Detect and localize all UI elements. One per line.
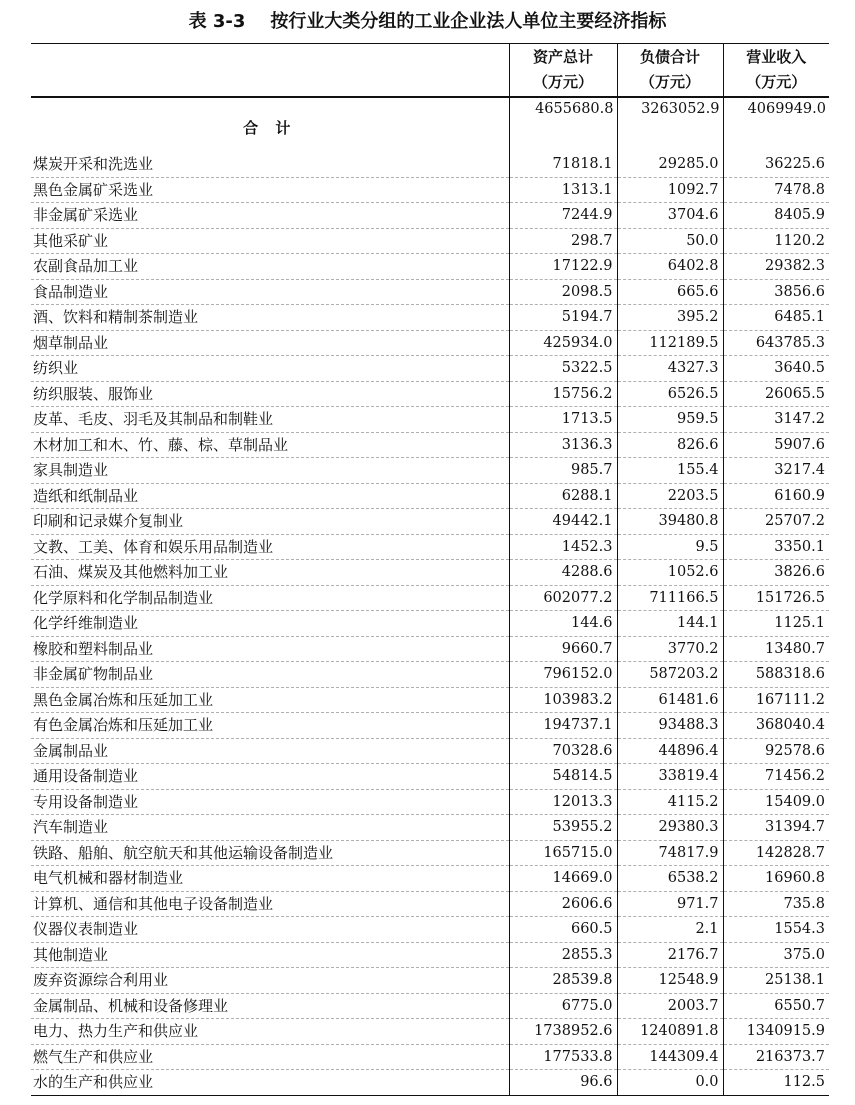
- liabilities-value: 959.5: [617, 407, 723, 433]
- industry-label: 印刷和记录媒介复制业: [31, 509, 509, 535]
- table-row: [31, 458, 829, 484]
- assets-value: 15756.2: [509, 381, 617, 407]
- header-revenue-name: 营业收入: [746, 48, 807, 66]
- assets-value: 985.7: [509, 458, 617, 484]
- industry-label: 其他制造业: [31, 942, 509, 968]
- table-row: [31, 407, 829, 433]
- industry-label: 黑色金属矿采选业: [31, 177, 509, 203]
- industry-label: 皮革、毛皮、羽毛及其制品和制鞋业: [31, 407, 509, 433]
- header-assets-name: 资产总计: [532, 48, 593, 66]
- assets-value: 12013.3: [509, 789, 617, 815]
- revenue-value: 8405.9: [723, 203, 829, 229]
- revenue-value: 29382.3: [723, 254, 829, 280]
- liabilities-value: 33819.4: [617, 764, 723, 790]
- industry-label: 燃气生产和供应业: [31, 1044, 509, 1070]
- revenue-value: 3350.1: [723, 534, 829, 560]
- table-row: [31, 305, 829, 331]
- industry-label: 木材加工和木、竹、藤、棕、草制品业: [31, 432, 509, 458]
- revenue-value: 6160.9: [723, 483, 829, 509]
- industry-label: 家具制造业: [31, 458, 509, 484]
- assets-value: 1313.1: [509, 177, 617, 203]
- table-row: [31, 968, 829, 994]
- liabilities-value: 2176.7: [617, 942, 723, 968]
- table-row: [31, 279, 829, 305]
- table-row: [31, 509, 829, 535]
- industry-label: 其他采矿业: [31, 228, 509, 254]
- revenue-value: 15409.0: [723, 789, 829, 815]
- industry-label: 电力、热力生产和供应业: [31, 1019, 509, 1045]
- liabilities-value: 93488.3: [617, 713, 723, 739]
- liabilities-value: 826.6: [617, 432, 723, 458]
- industry-label: 造纸和纸制品业: [31, 483, 509, 509]
- liabilities-value: 112189.5: [617, 330, 723, 356]
- assets-value: 70328.6: [509, 738, 617, 764]
- liabilities-value: 2003.7: [617, 993, 723, 1019]
- industry-label: 电气机械和器材制造业: [31, 866, 509, 892]
- table-title: 表 3-3 按行业大类分组的工业企业法人单位主要经济指标: [188, 11, 667, 32]
- table-row: [31, 687, 829, 713]
- industry-label: 水的生产和供应业: [31, 1070, 509, 1096]
- table-row: [31, 917, 829, 943]
- revenue-value: 3856.6: [723, 279, 829, 305]
- assets-value: 796152.0: [509, 662, 617, 688]
- assets-value: 96.6: [509, 1070, 617, 1096]
- table-row: [31, 1019, 829, 1045]
- header-blank-cell: [31, 44, 509, 98]
- assets-value: 298.7: [509, 228, 617, 254]
- liabilities-value: 6402.8: [617, 254, 723, 280]
- assets-value: 5322.5: [509, 356, 617, 382]
- industry-label: 农副食品加工业: [31, 254, 509, 280]
- assets-value: 2098.5: [509, 279, 617, 305]
- table-row: [31, 840, 829, 866]
- table-row: [31, 254, 829, 280]
- industry-label: 烟草制品业: [31, 330, 509, 356]
- liabilities-value: 587203.2: [617, 662, 723, 688]
- table-row: [31, 1070, 829, 1096]
- table-row: [31, 713, 829, 739]
- assets-value: 6775.0: [509, 993, 617, 1019]
- liabilities-value: 1240891.8: [617, 1019, 723, 1045]
- assets-value: 4288.6: [509, 560, 617, 586]
- liabilities-value: 9.5: [617, 534, 723, 560]
- revenue-value: 735.8: [723, 891, 829, 917]
- assets-value: 54814.5: [509, 764, 617, 790]
- table-row: [31, 432, 829, 458]
- revenue-value: 13480.7: [723, 636, 829, 662]
- liabilities-value: 6538.2: [617, 866, 723, 892]
- liabilities-value: 2.1: [617, 917, 723, 943]
- liabilities-value: 395.2: [617, 305, 723, 331]
- liabilities-value: 3704.6: [617, 203, 723, 229]
- revenue-value: 26065.5: [723, 381, 829, 407]
- total-row: [31, 97, 829, 152]
- header-revenue-unit: （万元）: [746, 73, 807, 91]
- header-liabilities-unit: （万元）: [639, 73, 700, 91]
- revenue-value: 3217.4: [723, 458, 829, 484]
- revenue-value: 6550.7: [723, 993, 829, 1019]
- assets-value: 5194.7: [509, 305, 617, 331]
- table-row: [31, 764, 829, 790]
- liabilities-value: 0.0: [617, 1070, 723, 1096]
- industry-label: 酒、饮料和精制茶制造业: [31, 305, 509, 331]
- table-row: [31, 560, 829, 586]
- table-row: [31, 356, 829, 382]
- table-row: [31, 381, 829, 407]
- assets-value: 53955.2: [509, 815, 617, 841]
- economic-indicators-table: [31, 43, 829, 1096]
- revenue-value: 7478.8: [723, 177, 829, 203]
- header-row: [31, 44, 829, 98]
- table-row: [31, 993, 829, 1019]
- assets-value: 7244.9: [509, 203, 617, 229]
- liabilities-value: 144309.4: [617, 1044, 723, 1070]
- table-row: [31, 228, 829, 254]
- liabilities-value: 2203.5: [617, 483, 723, 509]
- table-row: [31, 585, 829, 611]
- revenue-value: 1125.1: [723, 611, 829, 637]
- revenue-value: 5907.6: [723, 432, 829, 458]
- header-assets: [509, 44, 617, 98]
- industry-label: 纺织业: [31, 356, 509, 382]
- revenue-value: 92578.6: [723, 738, 829, 764]
- assets-value: 177533.8: [509, 1044, 617, 1070]
- revenue-value: 3640.5: [723, 356, 829, 382]
- industry-label: 纺织服装、服饰业: [31, 381, 509, 407]
- liabilities-value: 144.1: [617, 611, 723, 637]
- assets-value: 103983.2: [509, 687, 617, 713]
- industry-label: 废弃资源综合利用业: [31, 968, 509, 994]
- revenue-value: 6485.1: [723, 305, 829, 331]
- revenue-value: 3147.2: [723, 407, 829, 433]
- assets-value: 28539.8: [509, 968, 617, 994]
- industry-label: 橡胶和塑料制品业: [31, 636, 509, 662]
- assets-value: 2606.6: [509, 891, 617, 917]
- header-liabilities-name: 负债合计: [639, 48, 700, 66]
- revenue-value: 368040.4: [723, 713, 829, 739]
- industry-label: 化学纤维制造业: [31, 611, 509, 637]
- header-liabilities: [617, 44, 723, 98]
- assets-value: 1713.5: [509, 407, 617, 433]
- table-row: [31, 891, 829, 917]
- table-row: [31, 483, 829, 509]
- assets-value: 1738952.6: [509, 1019, 617, 1045]
- revenue-value: 643785.3: [723, 330, 829, 356]
- liabilities-value: 74817.9: [617, 840, 723, 866]
- revenue-value: 16960.8: [723, 866, 829, 892]
- industry-label: 计算机、通信和其他电子设备制造业: [31, 891, 509, 917]
- industry-label: 通用设备制造业: [31, 764, 509, 790]
- industry-label: 化学原料和化学制品制造业: [31, 585, 509, 611]
- liabilities-value: 29285.0: [617, 152, 723, 177]
- table-row: [31, 942, 829, 968]
- table-row: [31, 330, 829, 356]
- industry-label: 仪器仪表制造业: [31, 917, 509, 943]
- assets-value: 17122.9: [509, 254, 617, 280]
- liabilities-value: 711166.5: [617, 585, 723, 611]
- table-row: [31, 815, 829, 841]
- industry-label: 有色金属冶炼和压延加工业: [31, 713, 509, 739]
- liabilities-value: 6526.5: [617, 381, 723, 407]
- liabilities-value: 50.0: [617, 228, 723, 254]
- table-row: [31, 152, 829, 177]
- revenue-value: 1120.2: [723, 228, 829, 254]
- revenue-value: 36225.6: [723, 152, 829, 177]
- revenue-value: 25138.1: [723, 968, 829, 994]
- assets-value: 425934.0: [509, 330, 617, 356]
- liabilities-value: 44896.4: [617, 738, 723, 764]
- revenue-value: 25707.2: [723, 509, 829, 535]
- industry-label: 专用设备制造业: [31, 789, 509, 815]
- table-row: [31, 1044, 829, 1070]
- revenue-value: 151726.5: [723, 585, 829, 611]
- assets-value: 1452.3: [509, 534, 617, 560]
- table-row: [31, 534, 829, 560]
- industry-label: 非金属矿物制品业: [31, 662, 509, 688]
- revenue-value: 1340915.9: [723, 1019, 829, 1045]
- assets-value: 660.5: [509, 917, 617, 943]
- revenue-value: 3826.6: [723, 560, 829, 586]
- total-liabilities: 3263052.9: [617, 97, 723, 152]
- assets-value: 49442.1: [509, 509, 617, 535]
- assets-value: 194737.1: [509, 713, 617, 739]
- assets-value: 6288.1: [509, 483, 617, 509]
- industry-label: 食品制造业: [31, 279, 509, 305]
- table-row: [31, 177, 829, 203]
- liabilities-value: 3770.2: [617, 636, 723, 662]
- revenue-value: 375.0: [723, 942, 829, 968]
- revenue-value: 1554.3: [723, 917, 829, 943]
- assets-value: 602077.2: [509, 585, 617, 611]
- industry-label: 文教、工美、体育和娱乐用品制造业: [31, 534, 509, 560]
- liabilities-value: 39480.8: [617, 509, 723, 535]
- table-row: [31, 738, 829, 764]
- liabilities-value: 155.4: [617, 458, 723, 484]
- assets-value: 71818.1: [509, 152, 617, 177]
- industry-label: 煤炭开采和洗选业: [31, 152, 509, 177]
- revenue-value: 588318.6: [723, 662, 829, 688]
- assets-value: 3136.3: [509, 432, 617, 458]
- assets-value: 9660.7: [509, 636, 617, 662]
- liabilities-value: 12548.9: [617, 968, 723, 994]
- header-assets-unit: （万元）: [532, 73, 593, 91]
- table-row: [31, 611, 829, 637]
- liabilities-value: 4327.3: [617, 356, 723, 382]
- industry-label: 金属制品、机械和设备修理业: [31, 993, 509, 1019]
- total-revenue: 4069949.0: [723, 97, 829, 152]
- liabilities-value: 1092.7: [617, 177, 723, 203]
- total-label: 合 计: [243, 118, 297, 137]
- revenue-value: 216373.7: [723, 1044, 829, 1070]
- industry-label: 石油、煤炭及其他燃料加工业: [31, 560, 509, 586]
- industry-label: 汽车制造业: [31, 815, 509, 841]
- liabilities-value: 665.6: [617, 279, 723, 305]
- assets-value: 144.6: [509, 611, 617, 637]
- liabilities-value: 971.7: [617, 891, 723, 917]
- liabilities-value: 61481.6: [617, 687, 723, 713]
- table-row: [31, 866, 829, 892]
- table-row: [31, 789, 829, 815]
- industry-label: 黑色金属冶炼和压延加工业: [31, 687, 509, 713]
- total-assets: 4655680.8: [509, 97, 617, 152]
- industry-label: 金属制品业: [31, 738, 509, 764]
- table-row: [31, 203, 829, 229]
- revenue-value: 112.5: [723, 1070, 829, 1096]
- industry-label: 非金属矿采选业: [31, 203, 509, 229]
- industry-label: 铁路、船舶、航空航天和其他运输设备制造业: [31, 840, 509, 866]
- assets-value: 165715.0: [509, 840, 617, 866]
- liabilities-value: 29380.3: [617, 815, 723, 841]
- assets-value: 2855.3: [509, 942, 617, 968]
- liabilities-value: 4115.2: [617, 789, 723, 815]
- assets-value: 14669.0: [509, 866, 617, 892]
- table-row: [31, 662, 829, 688]
- revenue-value: 31394.7: [723, 815, 829, 841]
- revenue-value: 142828.7: [723, 840, 829, 866]
- table-row: [31, 636, 829, 662]
- header-revenue: [723, 44, 829, 98]
- revenue-value: 71456.2: [723, 764, 829, 790]
- revenue-value: 167111.2: [723, 687, 829, 713]
- liabilities-value: 1052.6: [617, 560, 723, 586]
